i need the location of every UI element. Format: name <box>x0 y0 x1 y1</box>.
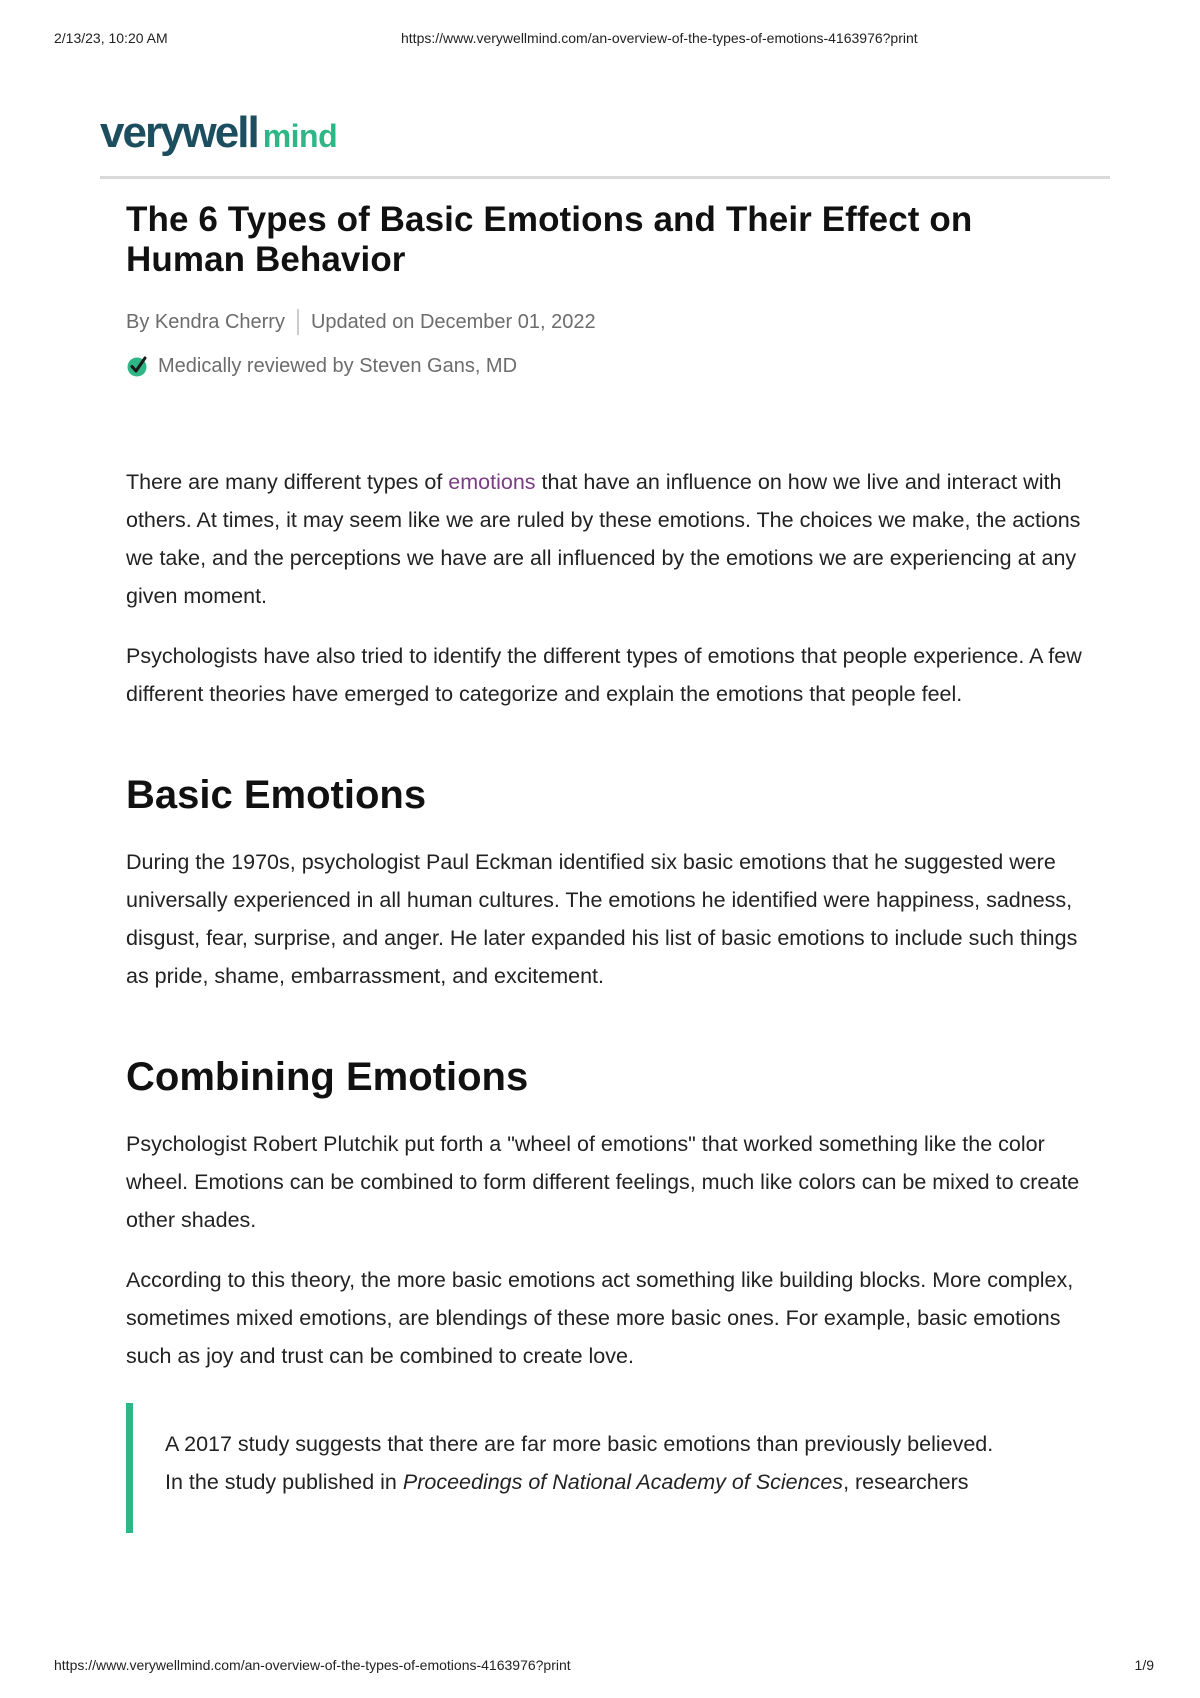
print-header <box>54 30 1154 50</box>
author-name[interactable]: By Kendra Cherry <box>126 310 285 333</box>
article <box>126 200 1086 1533</box>
header-divider <box>100 176 1110 179</box>
print-url: https://www.verywellmind.com/an-overview-of-the-types-of-emotions-4163976?print <box>401 30 918 46</box>
byline <box>126 307 1086 337</box>
intro-text: There are many different types of <box>126 470 449 494</box>
updated-date: Updated on December 01, 2022 <box>310 310 596 333</box>
byline-separator <box>297 309 299 335</box>
basic-emotions-paragraph: During the 1970s, psychologist Paul Eckman identified six basic emotions that he suggested were universally experienced in all human cultures. The emotions he identified were happiness, sadness, disgust, fear, surprise, and anger. He later expanded his list of basic emotions to include such things as pride, shame, embarrassment, and excitement. <box>126 850 1078 988</box>
medical-review <box>126 351 1086 381</box>
logo-verywell-text: verywell <box>100 108 258 157</box>
callout-box <box>126 1403 1086 1533</box>
logo-mind-text: mind <box>262 118 338 154</box>
intro-paragraph-1 <box>126 463 1086 615</box>
callout-line-2 <box>165 1463 1086 1501</box>
checkmark-icon <box>126 355 148 377</box>
callout-text: In the study published in <box>165 1470 403 1494</box>
site-logo[interactable] <box>100 108 337 168</box>
callout-line-1: A 2017 study suggests that there are far more basic emotions than previously believed. <box>165 1432 994 1456</box>
intro <box>126 463 1086 713</box>
intro-paragraph-2: Psychologists have also tried to identify the different types of emotions that people experience. A few different theories have emerged to categorize and explain the emotions that people feel. <box>126 644 1082 706</box>
combining-paragraph-2: According to this theory, the more basic emotions act something like building blocks. More complex, sometimes mixed emotions, are blendings of these more basic ones. For example, basic emotions such as joy and trust can be combined to create love. <box>126 1268 1074 1368</box>
emotions-link[interactable]: emotions <box>448 470 536 494</box>
reviewer-text[interactable]: Medically reviewed by Steven Gans, MD <box>158 354 518 377</box>
callout-text-continued: , researchers <box>843 1470 969 1494</box>
page-number: 1/9 <box>1134 1657 1154 1673</box>
print-datetime: 2/13/23, 10:20 AM <box>54 30 168 46</box>
journal-name: Proceedings of National Academy of Sciences <box>402 1470 844 1494</box>
print-footer <box>54 1657 1154 1677</box>
footer-url: https://www.verywellmind.com/an-overview-of-the-types-of-emotions-4163976?print <box>54 1657 571 1673</box>
section-heading-basic-emotions: Basic Emotions <box>126 773 427 817</box>
combining-paragraph-1: Psychologist Robert Plutchik put forth a "wheel of emotions" that worked something like the color wheel. Emotions can be combined to form different feelings, much like colors can be mixed to create other shades. <box>126 1132 1080 1232</box>
intro-text-continued: that have an influence on how we live and interact with others. At times, it may seem like we are ruled by these emotions. The choices we make, the actions we take, and the perceptions we have are all influenced by the emotions we are experiencing at any given moment. <box>126 470 1081 608</box>
section-heading-combining-emotions: Combining Emotions <box>126 1055 529 1099</box>
article-title: The 6 Types of Basic Emotions and Their Effect on Human Behavior <box>126 200 973 279</box>
